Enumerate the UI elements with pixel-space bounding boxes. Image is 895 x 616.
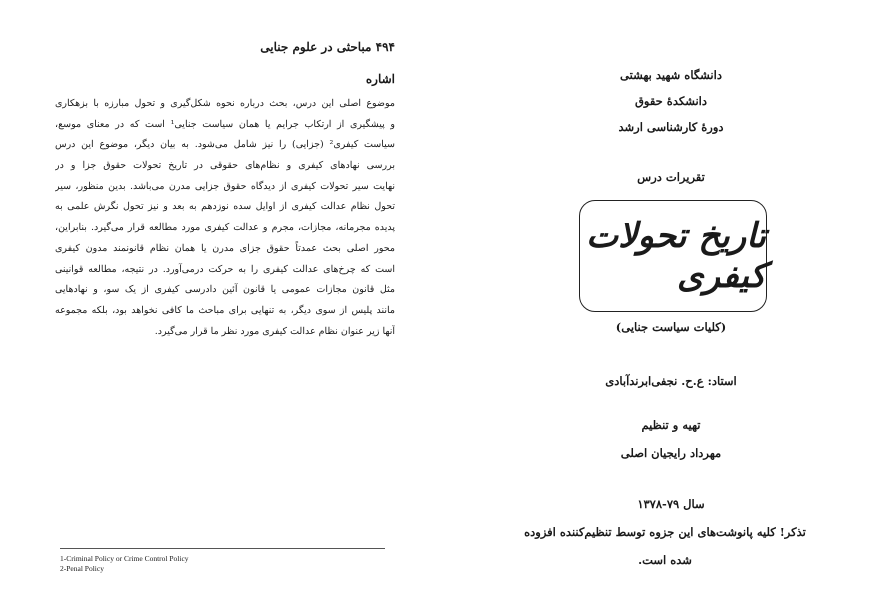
instructor: استاد: ع.ح. نجفی‌ابرندآبادی bbox=[605, 374, 737, 388]
body-line: مانند پلیس از سوی دیگر، به تنهایی برای مباحث ما کافی نخواهد بود، بلکه مجموعه bbox=[55, 304, 395, 316]
program-name: دورهٔ کارشناسی ارشد bbox=[618, 120, 724, 134]
academic-year: سال ۷۹-۱۳۷۸ bbox=[637, 497, 705, 511]
body-line: سیاست کیفری² (جزایی) را نیز شامل می‌شود. به بیان دیگر، موضوع این درس bbox=[55, 139, 395, 151]
body-line: آنها زیر عنوان نظام عدالت کیفری مورد نظر ما قرار می‌گیرد. bbox=[154, 325, 395, 337]
body-text bbox=[55, 94, 395, 342]
institution-block bbox=[447, 62, 895, 140]
left-page bbox=[0, 0, 447, 616]
right-page bbox=[447, 0, 895, 616]
course-title-box bbox=[579, 200, 767, 312]
section-title: اشاره bbox=[365, 72, 395, 86]
body-line: موضوع اصلی این درس، بحث درباره نحوه شکل‌گیری و تحول مبارزه با بزهکاری bbox=[55, 98, 395, 109]
course-subtitle: (کلیات سیاست جنایی) bbox=[615, 320, 727, 334]
body-line: مثل قانون مجازات عمومی یا قانون آئین دادرسی کیفری از یک سو، و نهادهایی bbox=[55, 284, 395, 296]
body-line: و پیشگیری از ارتکاب جرایم یا همان سیاست جنایی¹ است که در معنای موسع، bbox=[55, 118, 395, 130]
body-line: محور اصلی بحث عمدتاً حقوق جزای مدرن یا همان نظام قانونمند مدون کیفری bbox=[55, 242, 395, 254]
prepared-by: مهرداد رایجیان اصلی bbox=[620, 446, 722, 460]
footnote-divider bbox=[60, 548, 385, 549]
body-line: بررسی نهادهای کیفری و نظام‌های حقوقی در تاریخ تحولات حقوق جزا و در bbox=[55, 160, 395, 172]
faculty-name: دانشکدهٔ حقوق bbox=[635, 94, 707, 108]
course-title: تاریخ تحولات کیفری bbox=[586, 216, 766, 296]
running-head: ۴۹۴ مباحثی در علوم جنایی bbox=[260, 40, 395, 54]
body-line: است که چرخ‌های عدالت کیفری را به حرکت درمی‌آورد. در نتیجه، مطالعه قوانینی bbox=[55, 263, 395, 275]
editor-note: تذکر! کلیه پانوشت‌های این جزوه توسط تنظیم‌کننده افزوده شده است. bbox=[524, 525, 806, 567]
body-line: تحول نظام عدالت کیفری از اوایل سده نوزدهم به بعد و نیز تحول نگرش علمی به bbox=[55, 201, 395, 213]
footnote-1: 1-Criminal Policy or Crime Control Policy bbox=[60, 554, 189, 563]
prepared-label: تهیه و تنظیم bbox=[641, 418, 701, 432]
footnote-2: 2-Penal Policy bbox=[60, 564, 104, 573]
university-name: دانشگاه شهید بهشتی bbox=[620, 68, 722, 82]
footnotes bbox=[60, 554, 390, 574]
lecture-label: تقریرات درس bbox=[637, 170, 705, 184]
body-line: نهایت سیر تحولات کیفری از دیدگاه حقوق جزایی مدرن می‌باشد. بدین منظور، سیر bbox=[55, 180, 395, 192]
body-line: پدیده مجرمانه، مجازات، مجرم و عدالت کیفری مورد مطالعه قرار می‌گیرد. بنابراین، bbox=[55, 222, 395, 234]
